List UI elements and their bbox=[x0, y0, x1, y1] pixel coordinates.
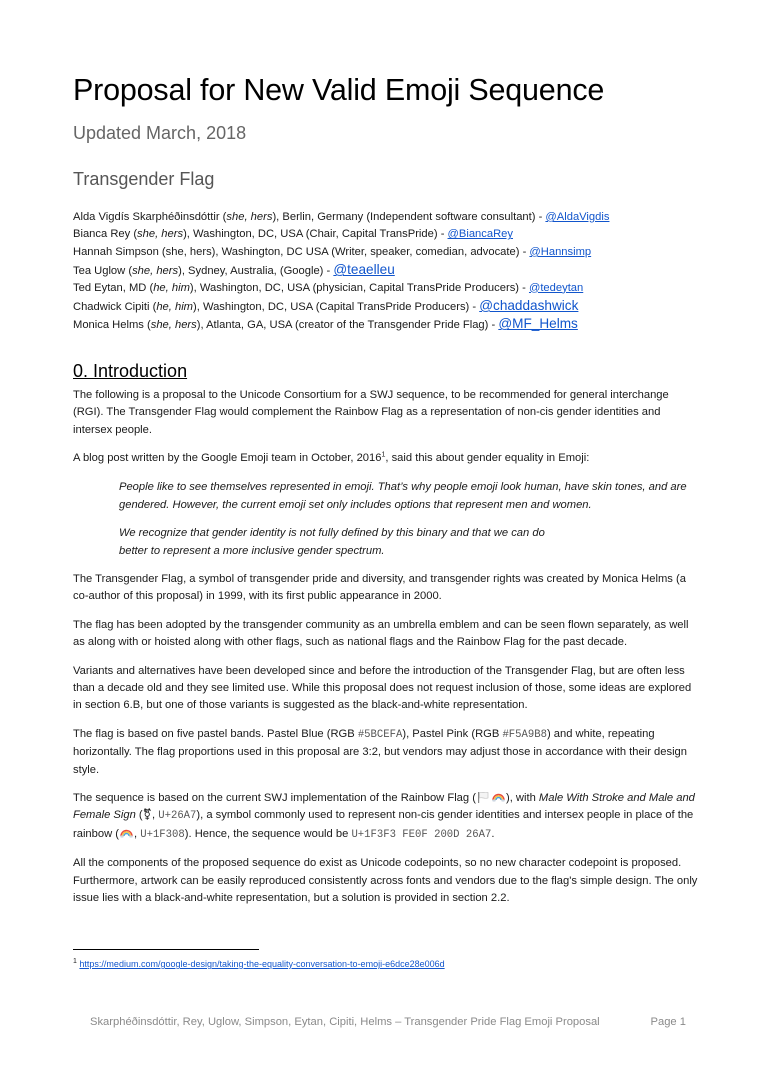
codepoint: U+26A7 bbox=[158, 810, 197, 823]
author-list bbox=[73, 209, 698, 334]
paragraph: All the components of the proposed sequence do exist as Unicode codepoints, so no new character codepoint is proposed. Furthermore, artwork can be easily reproduced consistently across fonts and vendors due to the flag's simple design. The only issue lies with a black-and-white representation, but a solution is provided in section 2.2. bbox=[73, 857, 698, 905]
page-number: Page 1 bbox=[650, 1016, 686, 1028]
introduction-body bbox=[73, 387, 698, 908]
quote-paragraph: People like to see themselves represented in emoji. That’s why people emoji look human, have skin tones, and are gendered. However, the current emoji set only includes options that represent men and women. bbox=[119, 481, 687, 511]
footnote-link[interactable]: https://medium.com/google-design/taking-the-equality-conversation-to-emoji-e6dce28e006d bbox=[79, 959, 445, 969]
paragraph: Variants and alternatives have been developed since and before the introduction of the Transgender Flag, but are often less than a decade old and they see limited use. While this proposal does not request inclusion of those, some ideas are explored in section 6.B, but one of those variants is suggested as the black-and-white representation. bbox=[73, 664, 692, 712]
paragraph-text: ( bbox=[135, 809, 143, 822]
author-row bbox=[73, 280, 698, 297]
paragraph: The flag has been adopted by the transgender community as an umbrella emblem and can be seen flown separately, as well as along with or hoisted along with other flags, such as national flags and the Rainbow Flag for the past decade. bbox=[73, 618, 689, 649]
author-pronouns: he, him bbox=[153, 281, 190, 294]
author-row bbox=[73, 244, 698, 261]
author-pronouns: he, him bbox=[156, 300, 193, 313]
author-details: ), Washington, DC, USA (Chair, Capital TransPride) - bbox=[183, 228, 448, 241]
author-name: Ted Eytan, MD ( bbox=[73, 281, 154, 294]
paragraph bbox=[73, 726, 698, 779]
footnote bbox=[73, 957, 445, 971]
document-title: Proposal for New Valid Emoji Sequence bbox=[73, 73, 605, 107]
paragraph-text: ), with bbox=[505, 792, 539, 805]
author-details: ), Washington, DC, USA (physician, Capital TransPride Producers) - bbox=[189, 281, 529, 294]
codepoint-sequence: U+1F3F3 FE0F 200D 26A7 bbox=[351, 828, 492, 841]
codepoint: U+1F308 bbox=[140, 828, 185, 841]
author-handle-link[interactable]: @AldaVigdis bbox=[545, 211, 610, 223]
footer-authors: Skarphéðinsdóttir, Rey, Uglow, Simpson, Eytan, Cipiti, Helms – Transgender Pride Flag Emoji Proposal bbox=[90, 1016, 600, 1028]
footnote-divider bbox=[73, 949, 259, 950]
author-name: Tea Uglow ( bbox=[73, 265, 133, 278]
block-quote bbox=[119, 479, 698, 560]
paragraph bbox=[73, 790, 698, 844]
author-name: Alda Vigdís Skarphéðinsdóttir ( bbox=[73, 211, 227, 223]
quote-line: We recognize that gender identity is not fully defined by this binary and that we can do bbox=[119, 527, 545, 540]
rainbow-icon bbox=[120, 827, 133, 839]
author-row bbox=[73, 297, 698, 315]
author-name: Monica Helms ( bbox=[73, 319, 151, 332]
author-row bbox=[73, 261, 698, 279]
footnote-ref[interactable]: 1 bbox=[381, 451, 386, 459]
transgender-symbol-glyph: ⚧ bbox=[142, 809, 153, 822]
paragraph-text: ). Hence, the sequence would be bbox=[184, 827, 352, 840]
author-pronouns: she, hers bbox=[132, 265, 179, 278]
paragraph-text: . bbox=[491, 827, 495, 840]
proposal-subject: Transgender Flag bbox=[73, 169, 215, 189]
author-details: ), Sydney, Australia, (Google) - bbox=[178, 265, 334, 278]
paragraph-text: ) and white, repeating horizontally. The flag proportions used in this proposal are 3:2, but vendors may adjust those in accordance with their design style. bbox=[73, 727, 688, 776]
author-handle-link[interactable]: @BiancaRey bbox=[447, 228, 513, 241]
color-code: #5BCEFA bbox=[357, 728, 403, 741]
author-name: Bianca Rey ( bbox=[73, 228, 138, 241]
author-row bbox=[73, 209, 698, 226]
author-name: Chadwick Cipiti ( bbox=[73, 300, 157, 313]
quote-line: better to represent a more inclusive gender spectrum. bbox=[119, 544, 385, 557]
paragraph-text: A blog post written by the Google Emoji team in October, 2016 bbox=[73, 451, 382, 464]
author-handle-link[interactable]: @Hannsimp bbox=[529, 245, 592, 258]
paragraph-text: , bbox=[152, 809, 159, 822]
author-details: Hannah Simpson (she, hers), Washington, DC USA (Writer, speaker, comedian, advocate) - bbox=[73, 245, 530, 258]
author-handle-link[interactable]: @MF_Helms bbox=[498, 316, 578, 332]
author-pronouns: she, hers bbox=[226, 211, 273, 223]
paragraph-text: , bbox=[134, 827, 141, 840]
paragraph-text: ), Pastel Pink (RGB bbox=[402, 727, 503, 740]
author-details: ), Washington, DC, USA (Capital TransPride Producers) - bbox=[193, 300, 480, 313]
paragraph bbox=[73, 450, 698, 467]
paragraph-text: , said this about gender equality in Emoji: bbox=[385, 451, 590, 464]
paragraph: The following is a proposal to the Unicode Consortium for a SWJ sequence, to be recommended for general interchange (RGI). The Transgender Flag would complement the Rainbow Flag as a representation of non-cis gender identities and intersex people. bbox=[73, 388, 669, 436]
paragraph: The Transgender Flag, a symbol of transgender pride and diversity, and transgender rights was created by Monica Helms (a co-author of this proposal) in 1999, with its first public appearance in 2000. bbox=[73, 572, 686, 603]
white-flag-icon bbox=[477, 791, 490, 803]
author-handle-link[interactable]: @chaddashwick bbox=[479, 297, 579, 313]
quote-paragraph bbox=[119, 525, 698, 560]
author-row bbox=[73, 226, 698, 243]
author-pronouns: she, hers bbox=[137, 228, 184, 241]
author-details: ), Berlin, Germany (Independent software consultant) - bbox=[272, 211, 546, 223]
paragraph-text: The sequence is based on the current SWJ implementation of the Rainbow Flag ( bbox=[73, 792, 476, 805]
author-handle-link[interactable]: @teaelleu bbox=[333, 262, 395, 278]
color-code: #F5A9B8 bbox=[502, 728, 547, 741]
paragraph-text: The flag is based on five pastel bands. Pastel Blue (RGB bbox=[73, 727, 358, 740]
author-row bbox=[73, 315, 698, 333]
symbol-name: Male With Stroke and Male and Female Sign bbox=[73, 792, 695, 822]
page-content bbox=[73, 70, 698, 907]
updated-date: Updated March, 2018 bbox=[73, 123, 247, 143]
footnote-number: 1 bbox=[73, 958, 77, 965]
rainbow-icon bbox=[492, 791, 505, 803]
section-heading-introduction: 0. Introduction bbox=[73, 360, 188, 381]
author-handle-link[interactable]: @tedeytan bbox=[528, 281, 584, 294]
paragraph-text: ), a symbol commonly used to represent non-cis gender identities and intersex people in place of the rainbow ( bbox=[73, 809, 694, 840]
author-details: ), Atlanta, GA, USA (creator of the Transgender Pride Flag) - bbox=[196, 319, 499, 332]
author-pronouns: she, hers bbox=[150, 319, 197, 332]
